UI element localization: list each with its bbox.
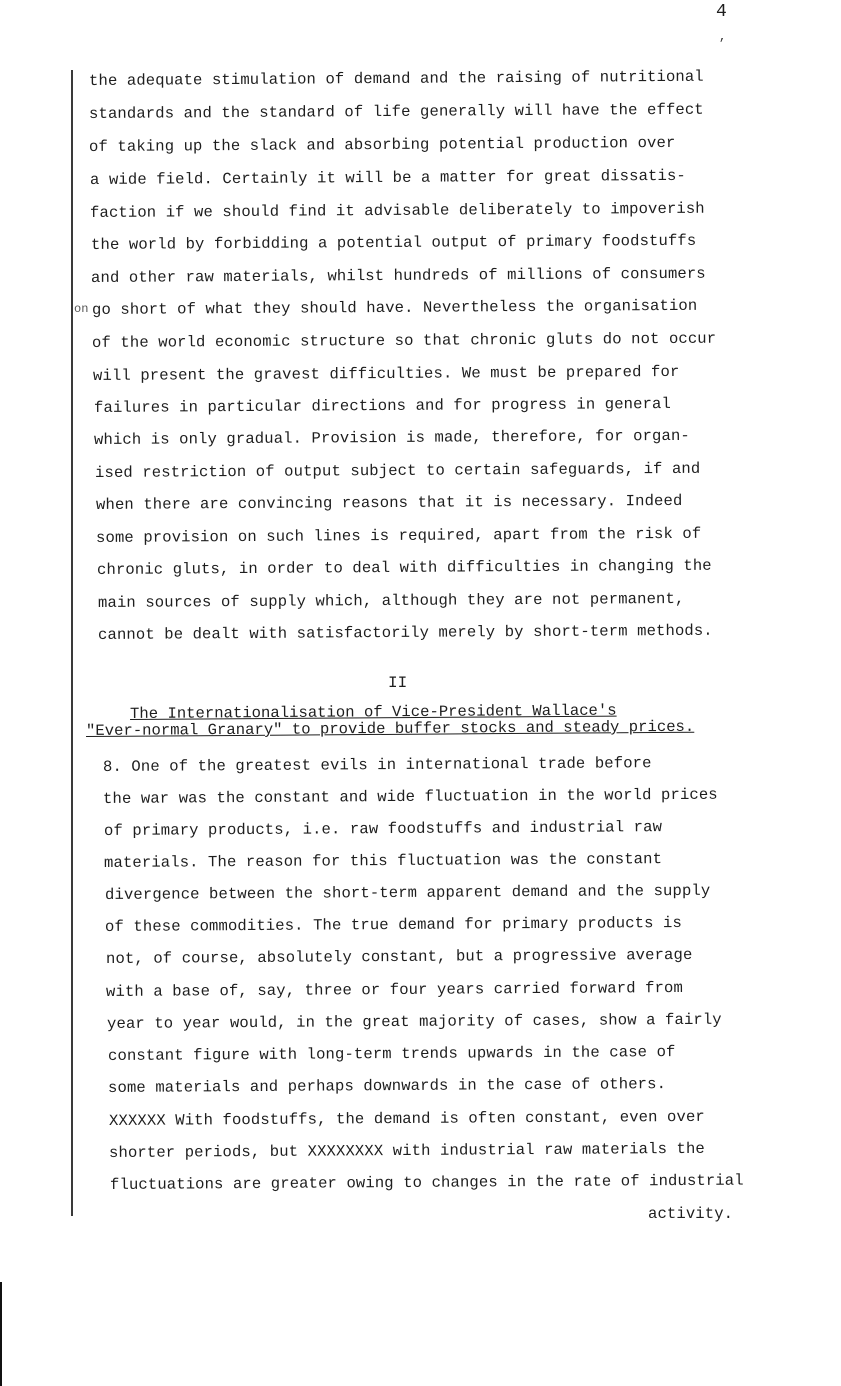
page-number: 4 (716, 2, 727, 22)
paragraph-line: not, of course, absolutely constant, but a progressive average (105, 945, 693, 968)
paragraph-line: the world by forbidding a potential output of primary foodstuffs (90, 231, 697, 254)
paragraph-line: activity. (648, 1205, 734, 1223)
paragraph-line: of primary products, i.e. raw foodstuffs and industrial raw (103, 818, 663, 840)
paragraph-line: a wide field. Certainly it will be a matter for great dissatis- (89, 166, 686, 189)
paragraph-line: main sources of supply which, although they are not permanent, (97, 589, 685, 612)
paragraph-line: fluctuations are greater owing to changes in the rate of industrial (109, 1171, 744, 1194)
paragraph-line: ised restriction of output subject to certain safeguards, if and (94, 459, 701, 482)
paragraph-line: standards and the standard of life generally will have the effect (88, 100, 704, 123)
paragraph-line: failures in particular directions and for progress in general (93, 394, 671, 417)
section-heading-line: "Ever-normal Granary" to provide buffer stocks and steady prices. (85, 717, 695, 740)
paragraph-line: materials. The reason for this fluctuation was the constant (103, 850, 663, 872)
paragraph-line: faction if we should find it advisable deliberately to impoverish (89, 199, 705, 222)
paragraph-line: when there are convincing reasons that it is necessary. Indeed (95, 491, 683, 514)
paragraph-line: which is only gradual. Provision is made, therefore, for organ- (93, 426, 690, 449)
paragraph-line: with a base of, say, three or four years carried forward from (105, 978, 683, 1001)
margin-rule (71, 70, 73, 1216)
corner-mark: , (719, 30, 727, 44)
paragraph-line: of taking up the slack and absorbing potential production over (88, 133, 676, 156)
paragraph-line: will present the gravest difficulties. We must be prepared for (92, 362, 680, 385)
paragraph-line: some materials and perhaps downwards in the case of others. (107, 1075, 667, 1097)
edge-rule (0, 1282, 2, 1386)
paragraph-line: the adequate stimulation of demand and the raising of nutritional (88, 67, 704, 90)
paragraph-line: and other raw materials, whilst hundreds of millions of consumers (90, 264, 706, 287)
paragraph-line: 8. One of the greatest evils in international trade before (102, 754, 652, 776)
paragraph-line: of the world economic structure so that chronic gluts do not occur (91, 329, 717, 352)
paragraph-line: divergence between the short-term apparent demand and the supply (104, 881, 711, 904)
section-heading-line: The Internationalisation of Vice-President Wallace's (129, 701, 617, 723)
paragraph-line: of these commodities. The true demand for primary products is (104, 913, 682, 936)
paragraph-line: year to year would, in the great majority of cases, show a fairly (106, 1010, 722, 1033)
paragraph-line: some provision on such lines is required, apart from the risk of (95, 524, 702, 547)
paragraph-line: cannot be dealt with satisfactorily merely by short-term methods. (97, 621, 713, 644)
paragraph-line: shorter periods, but XXXXXXXX with industrial raw materials the (108, 1139, 705, 1162)
paragraph-line: chronic gluts, in order to deal with difficulties in changing the (96, 556, 712, 579)
paragraph-line: go short of what they should have. Nevertheless the organisation (91, 296, 698, 319)
section-numeral: II (388, 674, 408, 692)
paragraph-line: XXXXXX With foodstuffs, the demand is often constant, even over (108, 1107, 705, 1130)
margin-note: on (74, 302, 89, 316)
paragraph-line: constant figure with long-term trends upwards in the case of (107, 1043, 676, 1065)
paragraph-line: the war was the constant and wide fluctuation in the world prices (102, 785, 718, 808)
